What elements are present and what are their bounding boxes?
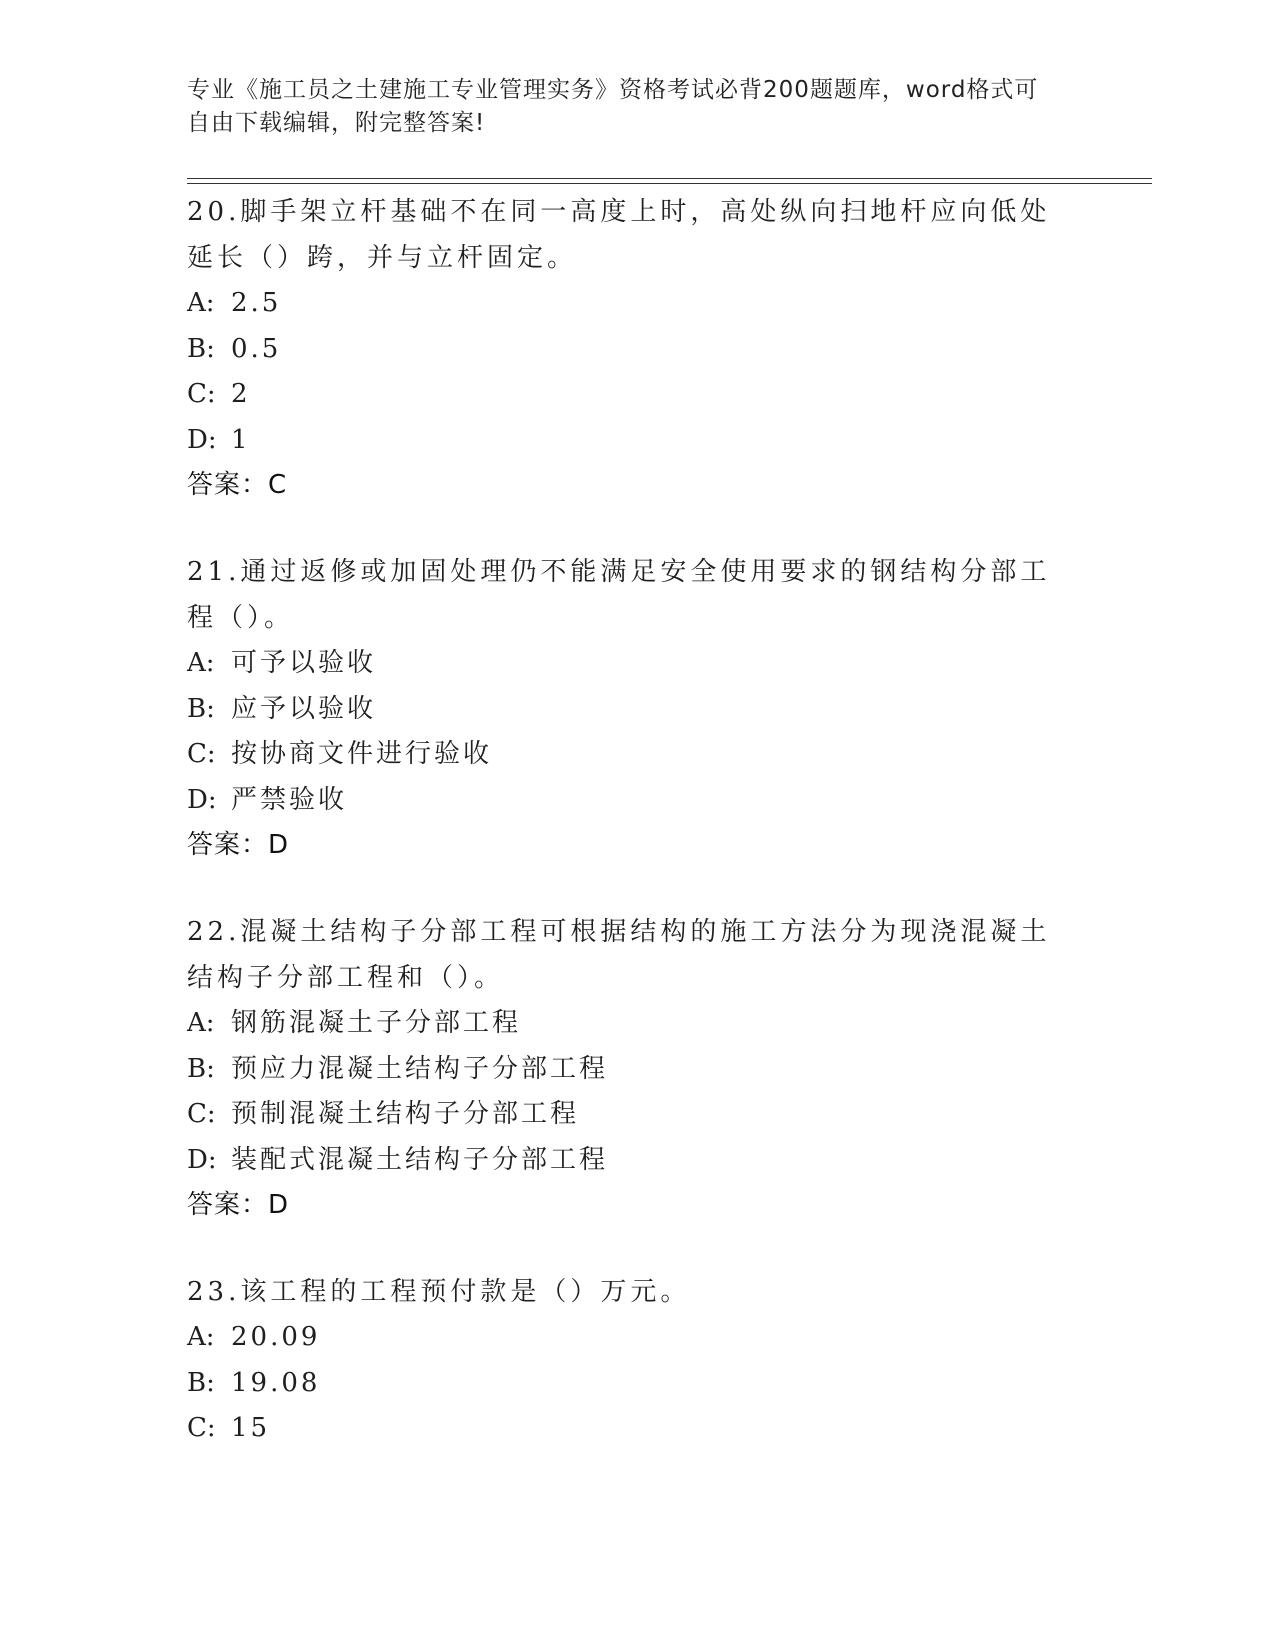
document-header	[187, 74, 1067, 140]
answer-line: 答案：D	[187, 1190, 290, 1220]
option-c	[187, 732, 1067, 778]
option-text: 应予以验收	[231, 693, 377, 724]
option-text: 15	[231, 1413, 271, 1443]
option-c	[187, 1406, 1067, 1452]
option-b	[187, 687, 1067, 733]
option-letter: A:	[187, 1008, 215, 1038]
option-text: 严禁验收	[231, 784, 348, 815]
answer-line: 答案：D	[187, 830, 290, 860]
option-a	[187, 641, 1067, 687]
question-text: 20.脚手架立杆基础不在同一高度上时，高处纵向扫地杆应向低处延长（）跨，并与立杆固定。	[187, 197, 1051, 273]
question-23	[187, 1269, 1067, 1452]
option-d	[187, 1138, 1067, 1184]
option-text: 预制混凝土结构子分部工程	[231, 1099, 580, 1129]
option-letter: A:	[187, 648, 215, 678]
option-a	[187, 1315, 1067, 1361]
header-divider-bottom	[187, 183, 1152, 184]
header-divider-top	[187, 178, 1152, 179]
option-text: 装配式混凝土结构子分部工程	[231, 1144, 609, 1175]
question-list	[187, 189, 1067, 1494]
option-a	[187, 1001, 1067, 1047]
answer-line: 答案：C	[187, 470, 288, 500]
option-text: 预应力混凝土结构子分部工程	[231, 1053, 609, 1084]
option-letter: A:	[187, 288, 215, 318]
option-b	[187, 327, 1067, 373]
question-20	[187, 189, 1067, 507]
question-text: 22.混凝土结构子分部工程可根据结构的施工方法分为现浇混凝土结构子分部工程和（）。	[187, 917, 1051, 993]
option-letter: B:	[187, 1053, 215, 1084]
option-text: 20.09	[231, 1322, 321, 1352]
option-letter: D:	[187, 784, 217, 815]
option-text: 2.5	[231, 288, 282, 318]
question-text: 21.通过返修或加固处理仍不能满足安全使用要求的钢结构分部工程（）。	[187, 557, 1051, 633]
option-text: 0.5	[231, 333, 282, 364]
option-text: 按协商文件进行验收	[231, 739, 493, 769]
option-letter: C:	[187, 1413, 216, 1443]
option-text: 2	[231, 379, 251, 409]
option-letter: C:	[187, 739, 216, 769]
question-text: 23.该工程的工程预付款是（）万元。	[187, 1277, 691, 1307]
option-letter: C:	[187, 1099, 216, 1129]
option-d	[187, 778, 1067, 824]
option-letter: B:	[187, 333, 215, 364]
option-letter: B:	[187, 693, 215, 724]
option-letter: B:	[187, 1367, 215, 1398]
header-line-1: 专业《施工员之土建施工专业管理实务》资格考试必背200题题库，word格式可	[187, 77, 1039, 103]
option-text: 19.08	[231, 1367, 321, 1398]
option-letter: D:	[187, 1144, 217, 1175]
option-b	[187, 1361, 1067, 1407]
option-letter: C:	[187, 379, 216, 409]
option-a	[187, 281, 1067, 327]
option-letter: D:	[187, 424, 217, 455]
option-text: 可予以验收	[231, 648, 377, 678]
option-text: 钢筋混凝土子分部工程	[231, 1008, 522, 1038]
option-c	[187, 1092, 1067, 1138]
option-letter: A:	[187, 1322, 215, 1352]
option-c	[187, 372, 1067, 418]
option-text: 1	[231, 424, 251, 455]
question-22	[187, 909, 1067, 1227]
question-21	[187, 549, 1067, 867]
option-b	[187, 1047, 1067, 1093]
header-line-2: 自由下载编辑，附完整答案!	[187, 110, 486, 136]
option-d	[187, 418, 1067, 464]
